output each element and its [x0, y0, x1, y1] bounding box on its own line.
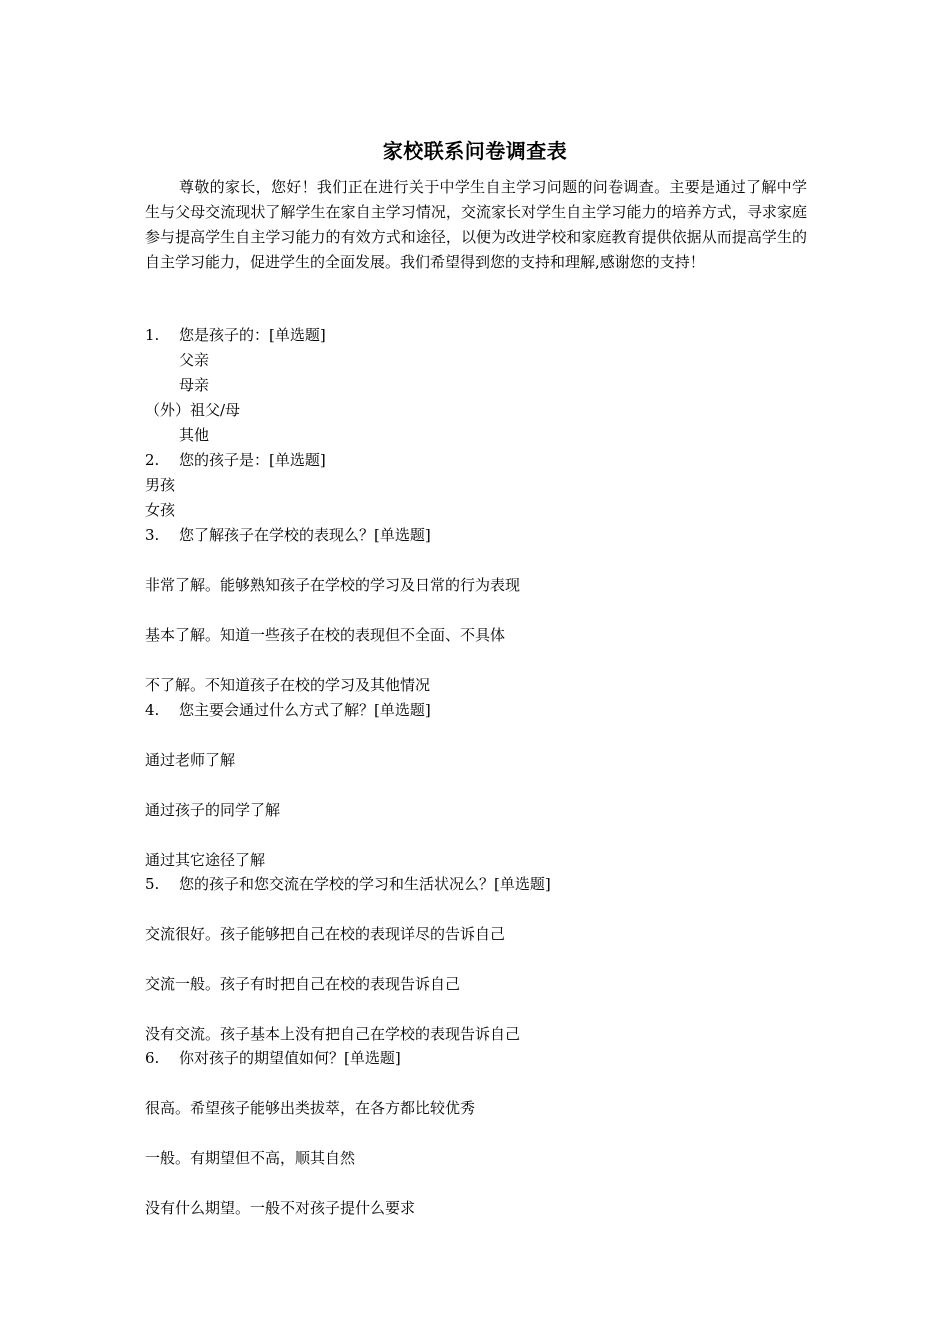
question-text: 您了解孩子在学校的表现么？[单选题]	[179, 526, 431, 544]
option-no-expectation[interactable]: 没有什么期望。一般不对孩子提什么要求	[145, 1199, 416, 1217]
option-average-expectation[interactable]: 一般。有期望但不高，顺其自然	[145, 1149, 356, 1167]
intro-paragraph: 尊敬的家长，您好！我们正在进行关于中学生自主学习问题的问卷调查。主要是通过了解中学生与父母交流现状了解学生在家自主学习情况，交流家长对学生自主学习能力的培养方式，寻求家庭参与提高学生自主学习能力的有效方式和途径，以便为改进学校和家庭教育提供依据从而提高学生的自主学习能力，促进学生的全面发展。我们希望得到您的支持和理解,感谢您的支持！	[145, 178, 807, 271]
question-number: 4.	[145, 701, 160, 719]
option-girl[interactable]: 女孩	[145, 501, 176, 519]
option-no-communication[interactable]: 没有交流。孩子基本上没有把自己在学校的表现告诉自己	[145, 1025, 521, 1043]
question-number: 1.	[145, 326, 160, 344]
option-via-teacher[interactable]: 通过老师了解	[145, 751, 236, 769]
option-average-communication[interactable]: 交流一般。孩子有时把自己在校的表现告诉自己	[145, 975, 461, 993]
question-number: 3.	[145, 526, 160, 544]
question-text: 您主要会通过什么方式了解？[单选题]	[179, 701, 431, 719]
question-number: 2.	[145, 451, 160, 469]
option-via-other[interactable]: 通过其它途径了解	[145, 851, 266, 869]
option-father[interactable]: 父亲	[179, 351, 210, 369]
question-text: 您的孩子是：[单选题]	[179, 451, 326, 469]
option-high-expectation[interactable]: 很高。希望孩子能够出类拔萃，在各方都比较优秀	[145, 1099, 476, 1117]
option-other[interactable]: 其他	[179, 426, 210, 444]
option-boy[interactable]: 男孩	[145, 476, 176, 494]
option-very-familiar[interactable]: 非常了解。能够熟知孩子在学校的学习及日常的行为表现	[145, 576, 521, 594]
option-not-familiar[interactable]: 不了解。不知道孩子在校的学习及其他情况	[145, 676, 431, 694]
option-grandparent[interactable]: （外）祖父/母	[145, 401, 241, 419]
question-text: 您是孩子的：[单选题]	[179, 326, 326, 344]
question-number: 6.	[145, 1049, 160, 1067]
option-good-communication[interactable]: 交流很好。孩子能够把自己在校的表现详尽的告诉自己	[145, 925, 506, 943]
question-number: 5.	[145, 875, 160, 893]
option-via-classmates[interactable]: 通过孩子的同学了解	[145, 801, 281, 819]
question-text: 你对孩子的期望值如何？[单选题]	[179, 1049, 401, 1067]
document-title: 家校联系问卷调查表	[382, 139, 568, 163]
question-text: 您的孩子和您交流在学校的学习和生活状况么？[单选题]	[179, 875, 551, 893]
option-basically-familiar[interactable]: 基本了解。知道一些孩子在校的表现但不全面、不具体	[145, 626, 506, 644]
option-mother[interactable]: 母亲	[179, 376, 210, 394]
